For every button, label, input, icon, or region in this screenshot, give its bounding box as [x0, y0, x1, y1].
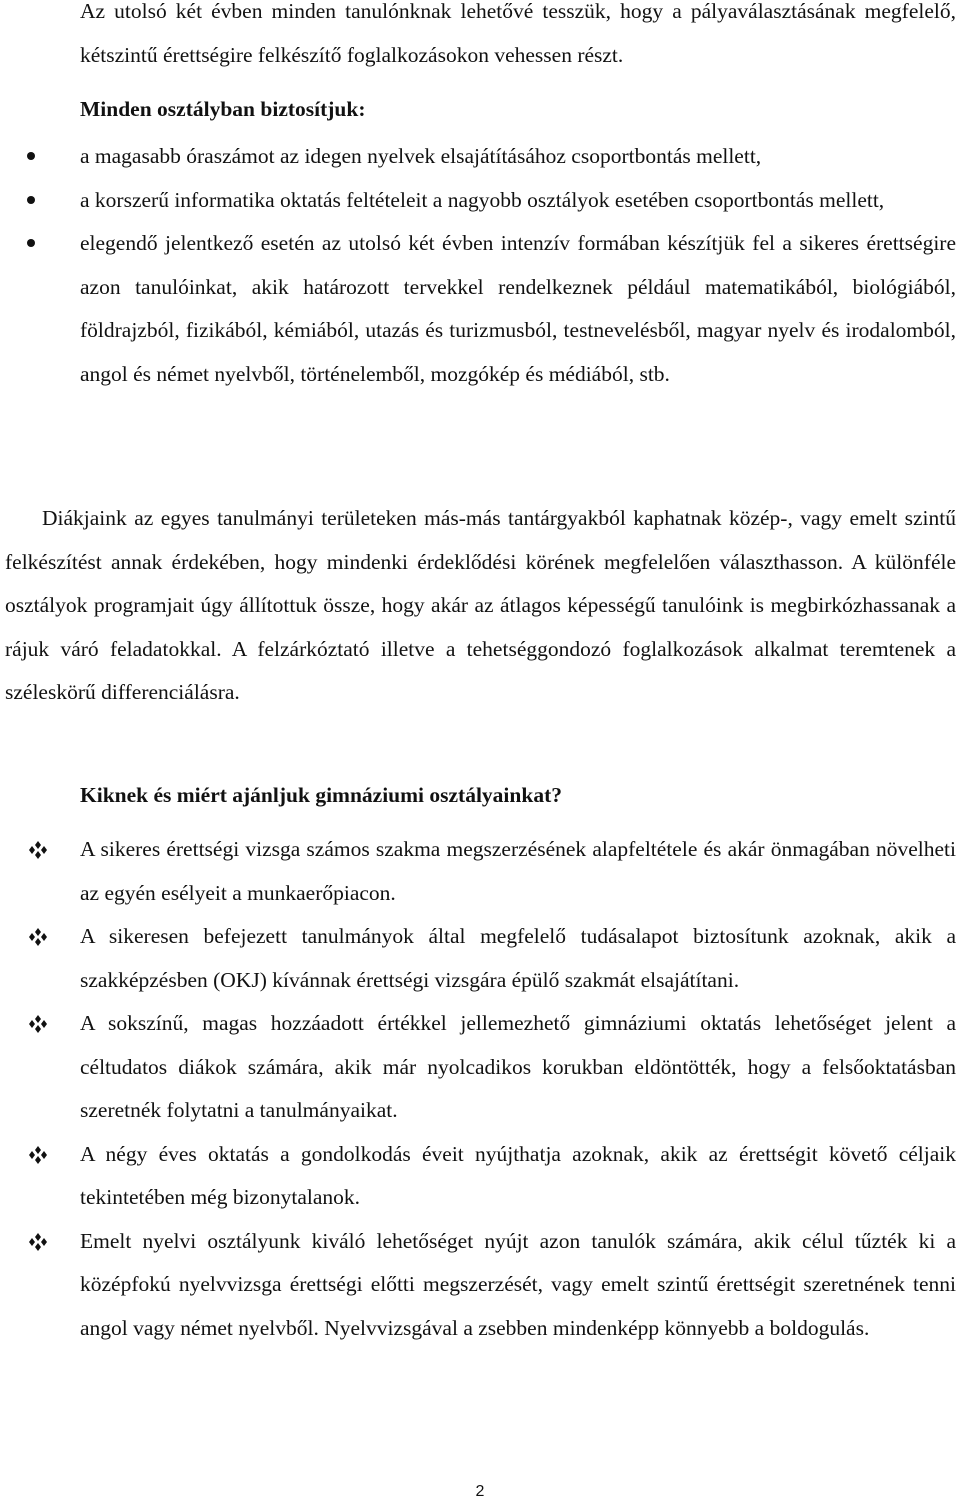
list-item — [0, 915, 956, 1002]
intro-paragraph: Az utolsó két évben minden tanulónknak lehetővé tesszük, hogy a pályaválasztásának megfelelő, kétszintű érettségire felkészítő foglalkozásokon vehessen részt. — [80, 0, 956, 67]
body-paragraph: Diákjaink az egyes tanulmányi területeken más-más tantárgyakból kaphatnak közép-, vagy emelt szintű felkészítést annak érdekében, hogy mindenki érdeklődési körének megfelelően választhasson. A különféle osztályok programjait úgy állítottuk össze, hogy akár az átlagos képességű tanulóink is megbirkózhassanak a rájuk váró feladatokkal. A felzárkóztató illetve a tehetséggondozó foglalkozások alkalmat teremtenek a széleskörű differenciálásra. — [5, 506, 956, 704]
list-item-text: A sikeresen befejezett tanulmányok által megfelelő tudásalapot biztosítunk azoknak, akik a szakképzésben (OKJ) kívánnak érettségi vizsgára épülő szakmát elsajátítani. — [80, 924, 956, 992]
list-item — [0, 828, 956, 915]
diamond-bullet-icon — [27, 1014, 49, 1034]
section-heading-recommendation: Kiknek és miért ajánljuk gimnáziumi osztályainkat? — [80, 783, 562, 807]
list-item-text: A négy éves oktatás a gondolkodás éveit nyújthatja azoknak, akik az érettségit követő céljaik tekintetében még bizonytalanok. — [80, 1141, 956, 1209]
list-item-text: elegendő jelentkező esetén az utolsó két évben intenzív formában készítjük fel a sikeres érettségire azon tanulóinkat, akik határozott tervekkel rendelkeznek például matematikából, biológiából, földrajzból, fizikából, kémiából, utazás és turizmusból, testnevelésből, magyar nyelv és irodalomból, angol és német nyelvből, történelemből, mozgókép és médiából, stb. — [80, 231, 956, 386]
list-item-text: a korszerű informatika oktatás feltételeit a nagyobb osztályok esetében csoportbontás mellett, — [80, 187, 885, 212]
list-item — [0, 1002, 956, 1133]
diamond-bullet-icon — [27, 927, 49, 947]
list-item-text: a magasabb óraszámot az idegen nyelvek elsajátításához csoportbontás mellett, — [80, 144, 762, 168]
guarantees-list — [0, 135, 960, 396]
reasons-list — [0, 828, 960, 1350]
diamond-bullet-icon — [27, 840, 49, 860]
list-item — [0, 1220, 956, 1351]
list-item-text: A sokszínű, magas hozzáadott értékkel jellemezhető gimnáziumi oktatás lehetőséget jelent a céltudatos diákok számára, akik már nyolcadikos korukban eldöntötték, hogy a felsőoktatásban szeretnék folytatni a tanulmányaikat. — [80, 1011, 956, 1122]
page-number: 2 — [475, 1483, 485, 1500]
bullet-dot-icon — [27, 196, 35, 204]
list-item — [0, 135, 956, 179]
list-item — [0, 222, 956, 396]
diamond-bullet-icon — [27, 1232, 49, 1252]
list-item — [0, 179, 956, 223]
list-item-text: Emelt nyelvi osztályunk kiváló lehetőséget nyújt azon tanulók számára, akik célul tűzték ki a középfokú nyelvvizsga érettségi előtti megszerzését, vagy emelt szintű érettségit szeretnének tenni angol vagy német nyelvből. Nyelvvizsgával a zsebben mindenképp könnyebb a boldogulás. — [80, 1228, 956, 1340]
bullet-dot-icon — [27, 239, 35, 247]
list-item-text: A sikeres érettségi vizsga számos szakma megszerzésének alapfeltétele és akár önmagában növelheti az egyén esélyeit a munkaerőpiacon. — [80, 837, 956, 905]
diamond-bullet-icon — [27, 1145, 49, 1165]
list-item — [0, 1133, 956, 1220]
bullet-dot-icon — [27, 152, 35, 160]
section-heading-guarantees: Minden osztályban biztosítjuk: — [80, 97, 366, 121]
